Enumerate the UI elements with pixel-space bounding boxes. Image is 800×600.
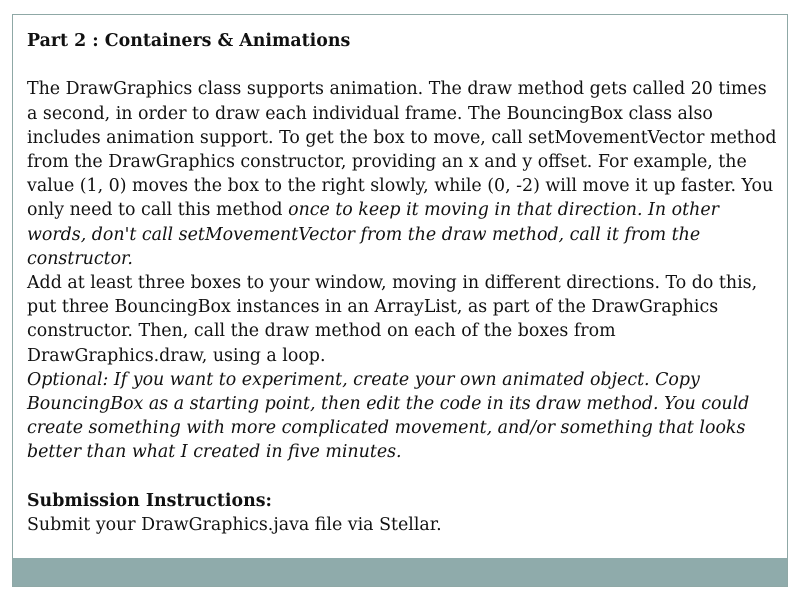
paragraph-boxes: Add at least three boxes to your window, moving in different directions. To do this, put three BouncingBox instances in an ArrayList, as part of the DrawGraphics constructor. Then, call the draw method on each of the boxes from DrawGraphics.draw, using a loop. xyxy=(27,273,758,366)
slide-content xyxy=(27,29,779,537)
submission-heading: Submission Instructions: xyxy=(27,490,272,511)
slide-frame xyxy=(12,14,788,587)
part-heading: Part 2 : Containers & Animations xyxy=(27,31,351,51)
spacer xyxy=(27,465,779,489)
paragraph-animation-text: The DrawGraphics class supports animation. The draw method gets called 20 times a second, in order to draw each individual frame. The BouncingBox class also includes animation support. To get the box to move, call setMovementVector method from the DrawGraphics constructor, providing an x and y offset. For example, the value (1, 0) moves the box to the right slowly, while (0, -2) will move it up faster. You only need to call this method xyxy=(27,79,777,221)
footer-bar xyxy=(13,558,787,586)
spacer xyxy=(27,53,779,77)
paragraph-animation xyxy=(27,77,779,271)
submission-text: Submit your DrawGraphics.java file via Stellar. xyxy=(27,515,442,536)
paragraph-optional: Optional: If you want to experiment, create your own animated object. Copy BouncingBox as a starting point, then edit the code in its draw method. You could create something with more complicated movement, and/or something that looks better than what I created in five minutes. xyxy=(27,369,750,463)
paragraph-animation-italic: once to keep it moving in that direction. In other words, don't call setMovementVector from the draw method, call it from the constructor. xyxy=(27,200,719,269)
